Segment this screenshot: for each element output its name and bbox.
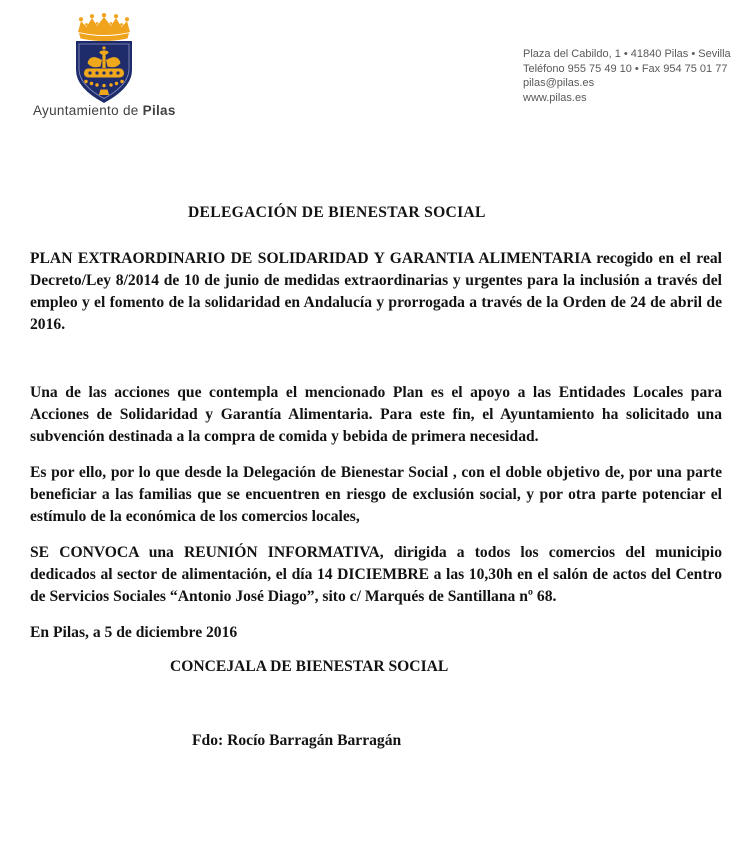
shield-icon — [76, 41, 132, 103]
signature-name: Fdo: Rocío Barragán Barragán — [192, 732, 402, 749]
contact-email: pilas@pilas.es — [523, 77, 595, 90]
organisation-name-bold: Pilas — [142, 103, 176, 118]
paragraph-acciones: Una de las acciones que contempla el mencionado Plan es el apoyo a las Entidades Locales para Acciones de Solidaridad y Garantía Alimentaria. Para este fin, el Ayuntamiento ha solicitado una subvención destinada a la compra de comida y bebida de primera necesidad. — [30, 384, 722, 445]
contact-address-line: Plaza del Cabildo, 1 • 41840 Pilas • Sevilla — [523, 48, 731, 60]
letterhead-contact-block — [523, 47, 731, 105]
contact-phone-line: Teléfono 955 75 49 10 • Fax 954 75 01 77 — [523, 62, 728, 75]
coat-of-arms-icon — [66, 13, 142, 105]
contact-website: www.pilas.es — [523, 91, 587, 104]
signature-title: CONCEJALA DE BIENESTAR SOCIAL — [170, 658, 449, 675]
paragraph-es-por-ello: Es por ello, por lo que desde la Delegación de Bienestar Social , con el doble objetivo de, por una parte beneficiar a las familias que se encuentren en riesgo de exclusión social, y por otra parte potenciar el estímulo de la económica de los comercios locales, — [30, 464, 722, 525]
organisation-name — [33, 103, 176, 118]
organisation-name-prefix: Ayuntamiento de — [33, 103, 139, 118]
paragraph-plan-extraordinario: PLAN EXTRAORDINARIO DE SOLIDARIDAD Y GARANTIA ALIMENTARIA recogido en el real Decreto/Ley 8/2014 de 10 de junio de medidas extraordinarias y urgentes para la inclusión a través del empleo y el fomento de la solidaridad en Andalucía y prorrogada a través de la Orden de 24 de abril de 2016. — [30, 250, 722, 333]
date-line: En Pilas, a 5 de diciembre 2016 — [30, 624, 238, 641]
paragraph-convocatoria: SE CONVOCA una REUNIÓN INFORMATIVA, dirigida a todos los comercios del municipio dedicados al sector de alimentación, el día 14 DICIEMBRE a las 10,30h en el salón de actos del Centro de Servicios Sociales “Antonio José Diago”, sito c/ Marqués de Santillana nº 68. — [30, 544, 722, 605]
document-title: DELEGACIÓN DE BIENESTAR SOCIAL — [188, 204, 486, 221]
letter-body — [30, 202, 722, 752]
crown-icon — [78, 13, 130, 41]
